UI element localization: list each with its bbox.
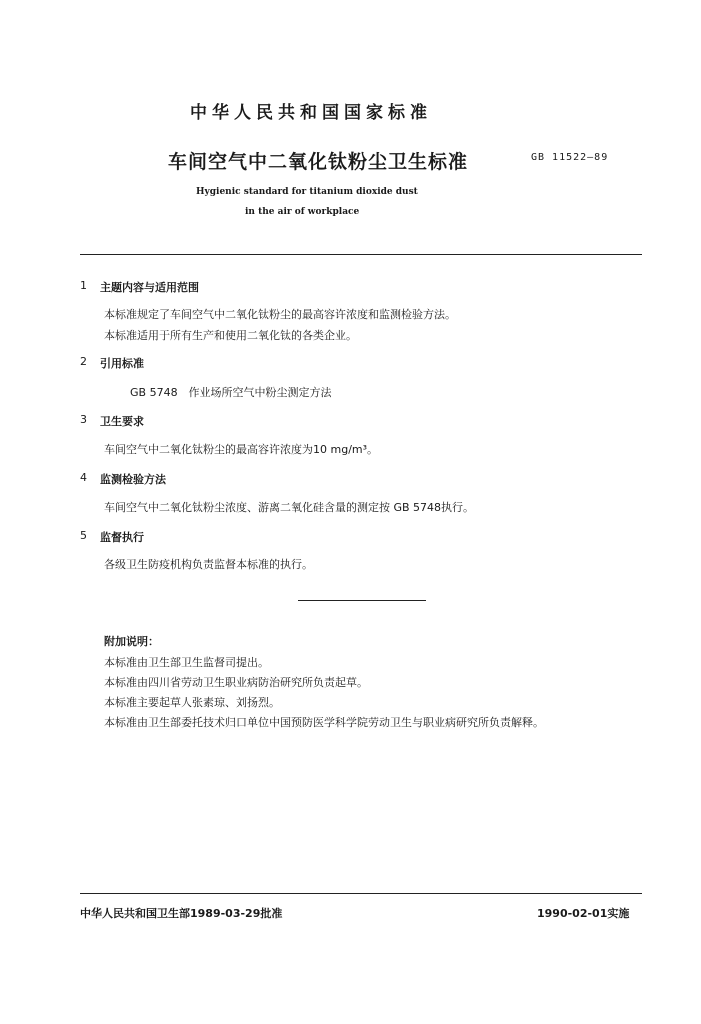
section-heading: 主题内容与适用范围 bbox=[100, 281, 199, 294]
note-line: 本标准主要起草人张素琼、刘扬烈。 bbox=[104, 696, 280, 709]
section-text: 车间空气中二氧化钛粉尘的最高容许浓度为10 mg/m³。 bbox=[104, 443, 379, 456]
section-number: 3 bbox=[80, 413, 87, 426]
section-text: 各级卫生防疫机构负责监督本标准的执行。 bbox=[104, 558, 313, 571]
section-text: GB 5748 作业场所空气中粉尘测定方法 bbox=[130, 386, 332, 399]
section-text: 本标准适用于所有生产和使用二氧化钛的各类企业。 bbox=[104, 329, 357, 342]
section-divider bbox=[298, 600, 426, 601]
section-text: 本标准规定了车间空气中二氧化钛粉尘的最高容许浓度和监测检验方法。 bbox=[104, 308, 456, 321]
section-number: 4 bbox=[80, 471, 87, 484]
footer-rule bbox=[80, 893, 642, 894]
section-number: 5 bbox=[80, 529, 87, 542]
section-heading: 卫生要求 bbox=[100, 415, 144, 428]
implementation-date: 1990-02-01实施 bbox=[537, 907, 630, 920]
standard-code: GB 11522—89 bbox=[531, 152, 609, 163]
section-heading: 引用标准 bbox=[100, 357, 144, 370]
note-line: 本标准由四川省劳动卫生职业病防治研究所负责起草。 bbox=[104, 676, 368, 689]
section-number: 1 bbox=[80, 279, 87, 292]
note-line: 本标准由卫生部委托技术归口单位中国预防医学科学院劳动卫生与职业病研究所负责解释。 bbox=[104, 716, 544, 729]
notes-heading: 附加说明： bbox=[104, 635, 159, 648]
standard-title-en-line1: Hygienic standard for titanium dioxide dust bbox=[196, 187, 418, 197]
section-heading: 监测检验方法 bbox=[100, 473, 166, 486]
header-rule bbox=[80, 254, 642, 255]
section-heading: 监督执行 bbox=[100, 531, 144, 544]
issuing-authority: 中华人民共和国国家标准 bbox=[190, 103, 432, 123]
section-number: 2 bbox=[80, 355, 87, 368]
standard-title-en-line2: in the air of workplace bbox=[245, 207, 360, 217]
section-text: 车间空气中二氧化钛粉尘浓度、游离二氧化硅含量的测定按 GB 5748执行。 bbox=[104, 501, 475, 514]
approval-date: 中华人民共和国卫生部1989-03-29批准 bbox=[80, 907, 283, 920]
note-line: 本标准由卫生部卫生监督司提出。 bbox=[104, 656, 269, 669]
standard-title-cn: 车间空气中二氧化钛粉尘卫生标准 bbox=[168, 151, 469, 173]
